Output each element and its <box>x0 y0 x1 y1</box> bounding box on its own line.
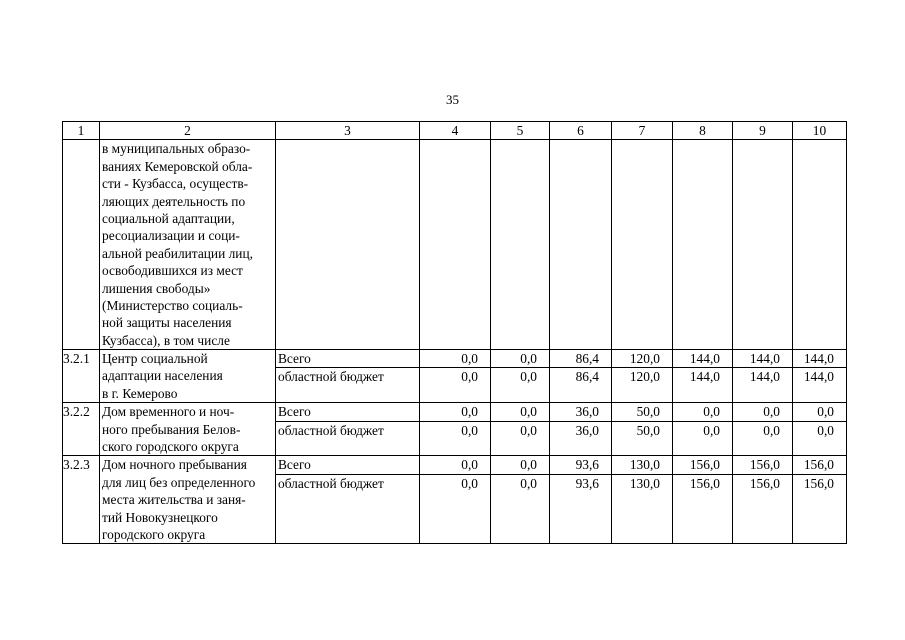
empty-cell <box>673 140 733 350</box>
value-cell <box>612 403 673 456</box>
empty-cell <box>793 140 847 350</box>
funding-source-label: Всего <box>278 457 311 473</box>
intro-line: освободившихся из мест <box>102 263 243 279</box>
value-cell <box>420 456 491 544</box>
funding-source-label: Всего <box>278 404 311 420</box>
value: 0,0 <box>461 457 478 473</box>
value: 0,0 <box>703 404 720 420</box>
value: 0,0 <box>763 404 780 420</box>
row-name <box>100 456 276 544</box>
value: 130,0 <box>612 474 672 492</box>
value-cell <box>612 350 673 403</box>
value: 144,0 <box>733 367 792 385</box>
row-name-line: ского городского округа <box>102 439 239 455</box>
funding-source-label: Всего <box>278 351 311 367</box>
value: 0,0 <box>793 421 846 439</box>
header-row <box>63 122 847 140</box>
value: 36,0 <box>575 404 599 420</box>
value: 144,0 <box>803 351 834 367</box>
intro-line: Кузбасса), в том числе <box>102 332 230 348</box>
value: 0,0 <box>461 351 478 367</box>
value: 0,0 <box>491 367 549 385</box>
budget-table <box>62 121 847 544</box>
value: 0,0 <box>420 474 490 492</box>
value: 86,4 <box>575 351 599 367</box>
value-cell <box>673 350 733 403</box>
value-cell <box>420 350 491 403</box>
value: 36,0 <box>550 421 611 439</box>
header-cell: 1 <box>63 122 100 140</box>
empty-cell <box>420 140 491 350</box>
value: 0,0 <box>491 474 549 492</box>
value: 156,0 <box>749 457 780 473</box>
value: 144,0 <box>673 367 732 385</box>
empty-cell <box>733 140 793 350</box>
value: 86,4 <box>550 367 611 385</box>
value: 0,0 <box>520 457 537 473</box>
funding-source-label: областной бюджет <box>276 474 419 492</box>
intro-line: социальной адаптации, <box>102 210 235 226</box>
row-name <box>100 403 276 456</box>
value: 0,0 <box>520 351 537 367</box>
value-cell <box>550 350 612 403</box>
table-row <box>63 403 847 456</box>
intro-line: в муниципальных образо- <box>102 141 251 157</box>
row-code: 3.2.3 <box>63 456 100 544</box>
header-cell: 3 <box>276 122 420 140</box>
header-cell: 5 <box>491 122 550 140</box>
value-cell <box>491 350 550 403</box>
header-cell: 8 <box>673 122 733 140</box>
row-code: 3.2.2 <box>63 403 100 456</box>
value: 0,0 <box>520 404 537 420</box>
value: 50,0 <box>636 404 660 420</box>
value: 0,0 <box>817 404 834 420</box>
table-row <box>63 456 847 544</box>
row-name <box>100 350 276 403</box>
value: 93,6 <box>550 474 611 492</box>
value: 130,0 <box>629 457 660 473</box>
value: 120,0 <box>629 351 660 367</box>
value: 0,0 <box>491 421 549 439</box>
funding-source-cell <box>276 350 420 403</box>
header-cell: 7 <box>612 122 673 140</box>
value-cell <box>420 403 491 456</box>
header-cell: 10 <box>793 122 847 140</box>
funding-source-label: областной бюджет <box>276 367 419 385</box>
value-cell <box>733 456 793 544</box>
intro-line: ляющих деятельность по <box>102 193 246 209</box>
row-name-line: Дом временного и ноч- <box>102 404 235 420</box>
intro-line: сти - Кузбасса, осуществ- <box>102 176 249 192</box>
value: 156,0 <box>803 457 834 473</box>
funding-source-cell <box>276 456 420 544</box>
intro-line: ваниях Кемеровской обла- <box>102 158 253 174</box>
header-cell: 6 <box>550 122 612 140</box>
value: 0,0 <box>461 404 478 420</box>
value-cell <box>733 403 793 456</box>
row-name-line: тий Новокузнецкого <box>102 509 218 525</box>
row-name-line: городского округа <box>102 527 206 542</box>
row-name-line: Центр социальной <box>102 351 208 367</box>
value: 156,0 <box>673 474 732 492</box>
row-name-line: ного пребывания Белов- <box>102 421 241 437</box>
value: 93,6 <box>575 457 599 473</box>
value-cell <box>491 403 550 456</box>
empty-cell <box>612 140 673 350</box>
row-name-line: в г. Кемерово <box>102 385 178 401</box>
empty-cell <box>550 140 612 350</box>
value-cell <box>793 403 847 456</box>
value: 156,0 <box>689 457 720 473</box>
value-cell <box>612 456 673 544</box>
value: 0,0 <box>420 421 490 439</box>
intro-row <box>63 140 847 350</box>
value-cell <box>793 456 847 544</box>
value: 144,0 <box>689 351 720 367</box>
value-cell <box>793 350 847 403</box>
intro-line: ной защиты населения <box>102 315 232 331</box>
empty-cell <box>491 140 550 350</box>
value-cell <box>550 403 612 456</box>
intro-line: (Министерство социаль- <box>102 297 243 313</box>
value: 50,0 <box>612 421 672 439</box>
row-name-line: адаптации населения <box>102 368 223 384</box>
value: 0,0 <box>420 367 490 385</box>
row-name-line: для лиц без определенного <box>102 474 256 490</box>
empty-cell <box>276 140 420 350</box>
row-name-line: места жительства и заня- <box>102 492 246 508</box>
value-cell <box>733 350 793 403</box>
value-cell <box>673 403 733 456</box>
value: 144,0 <box>793 367 846 385</box>
intro-line: ресоциализации и соци- <box>102 228 240 244</box>
intro-line: альной реабилитации лиц, <box>102 245 253 261</box>
funding-source-cell <box>276 403 420 456</box>
row-name-line: Дом ночного пребывания <box>102 457 247 473</box>
value: 144,0 <box>749 351 780 367</box>
funding-source-label: областной бюджет <box>276 421 419 439</box>
value: 0,0 <box>673 421 732 439</box>
intro-line: лишения свободы» <box>102 280 211 296</box>
value-cell <box>550 456 612 544</box>
header-cell: 4 <box>420 122 491 140</box>
header-cell: 2 <box>100 122 276 140</box>
intro-code-cell <box>63 140 100 350</box>
value: 156,0 <box>733 474 792 492</box>
value: 120,0 <box>612 367 672 385</box>
value: 156,0 <box>793 474 846 492</box>
value-cell <box>491 456 550 544</box>
page-number: 35 <box>446 92 459 107</box>
row-code: 3.2.1 <box>63 350 100 403</box>
header-cell: 9 <box>733 122 793 140</box>
table-row <box>63 350 847 403</box>
intro-text-cell <box>100 140 276 350</box>
value: 0,0 <box>733 421 792 439</box>
value-cell <box>673 456 733 544</box>
